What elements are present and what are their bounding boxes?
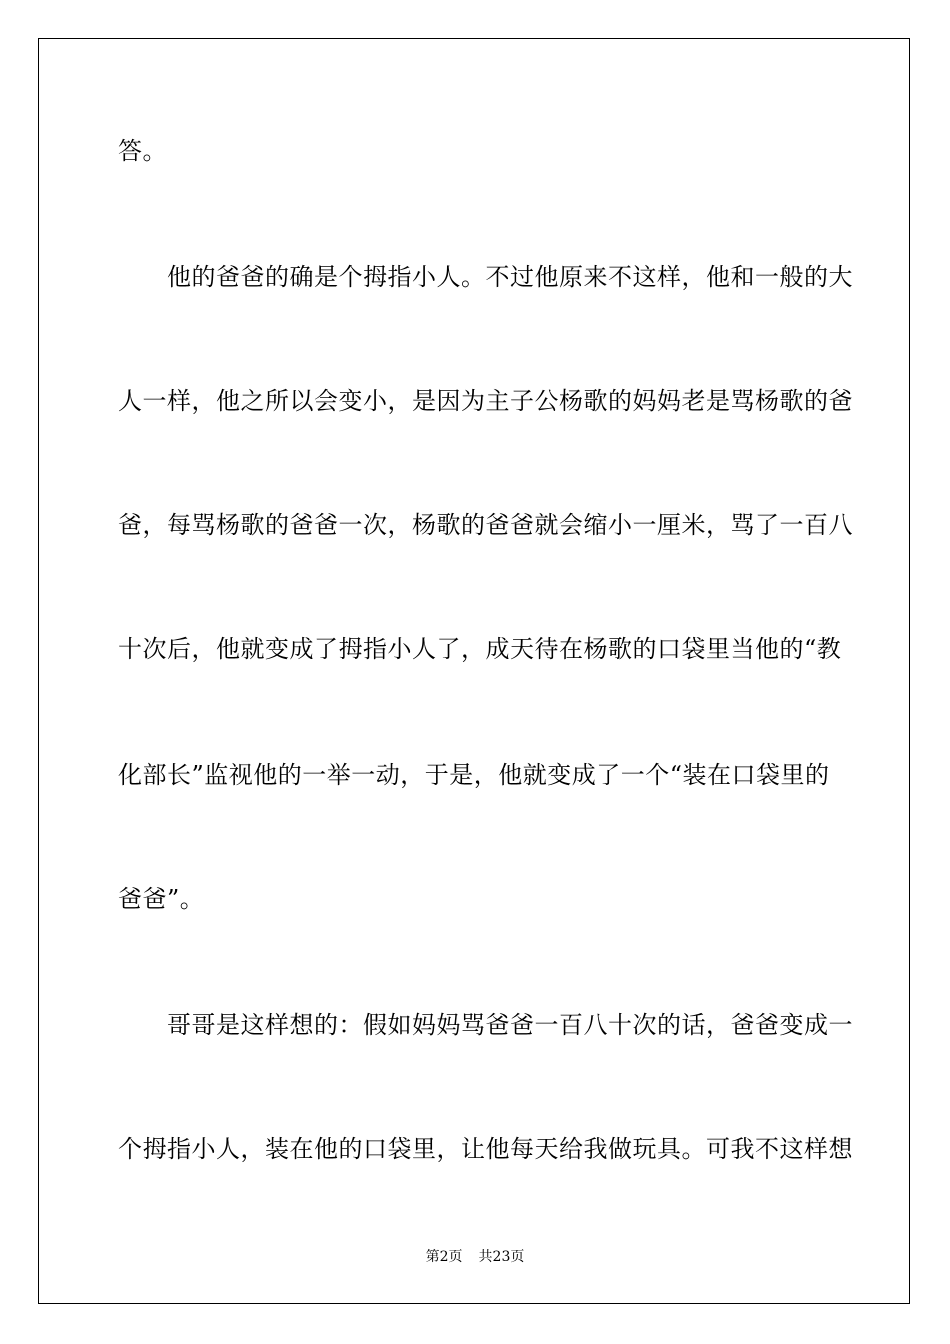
text-line: 个拇指小人，装在他的口袋里，让他每天给我做玩具。可我不这样想: [118, 1135, 853, 1163]
text-line: 答。: [118, 137, 167, 165]
text-line: 爸爸”。: [118, 885, 205, 913]
page-total: 共23页: [478, 1249, 525, 1265]
text-line: 爸，每骂杨歌的爸爸一次，杨歌的爸爸就会缩小一厘米，骂了一百八: [118, 511, 853, 539]
page-footer: [0, 1248, 950, 1266]
page-border: [38, 38, 910, 1304]
text-line: 他的爸爸的确是个拇指小人。不过他原来不这样，他和一般的大: [118, 263, 853, 291]
page-number: 第2页: [425, 1249, 463, 1265]
text-line: 哥哥是这样想的：假如妈妈骂爸爸一百八十次的话，爸爸变成一: [118, 1011, 853, 1039]
text-line: 人一样，他之所以会变小，是因为主子公杨歌的妈妈老是骂杨歌的爸: [118, 387, 853, 415]
text-line: 十次后，他就变成了拇指小人了，成天待在杨歌的口袋里当他的“教: [118, 635, 842, 663]
text-line: 化部长”监视他的一举一动，于是，他就变成了一个“装在口袋里的: [118, 761, 830, 789]
